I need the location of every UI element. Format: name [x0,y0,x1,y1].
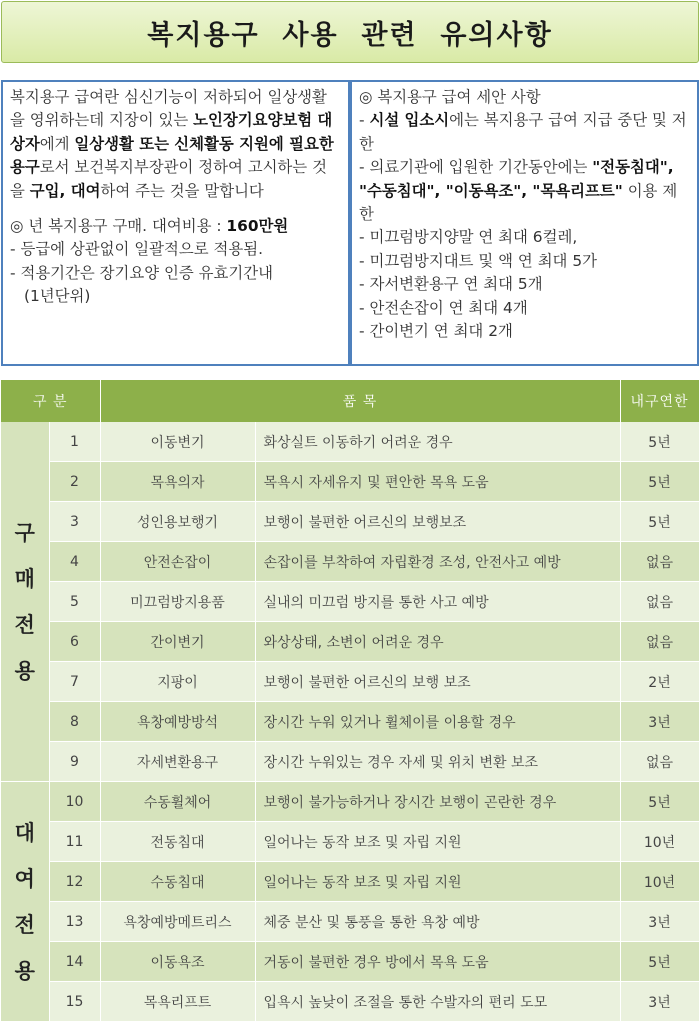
definition-part: 로서 보건복지부장관이 정하여 고시하는 것을 [10,158,327,200]
item-name: 목욕리프트 [100,982,255,1022]
item-number: 4 [49,542,100,582]
item-durability: 5년 [620,422,699,462]
definition-part: 하여 주는 것을 말합니다 [100,181,264,200]
item-number: 15 [49,982,100,1022]
item-name: 간이변기 [100,622,255,662]
cost-note-1: - 등급에 상관없이 일괄적으로 적용됨. [10,240,264,259]
group-label-char: 용 [14,958,35,983]
item-number: 3 [49,502,100,542]
table-row [1,502,699,542]
item-description: 보행이 불가능하거나 장시간 보행이 곤란한 경우 [255,782,620,822]
restriction-7: - 간이변기 연 최대 2개 [359,322,513,341]
item-description: 거동이 불편한 경우 방에서 목욕 도움 [255,942,620,982]
restriction-6: - 안전손잡이 연 최대 4개 [359,298,528,317]
restriction-bold: "전동침대", "수동침대", "이동욕조", "목욕리프트" [359,158,674,200]
restriction-part: - [359,111,370,130]
table-row [1,662,699,702]
item-number: 6 [49,622,100,662]
table-header-row [1,380,699,422]
item-number: 13 [49,902,100,942]
item-description: 일어나는 동작 보조 및 자립 지원 [255,822,620,862]
item-description: 장시간 누워 있거나 휠체이를 이용할 경우 [255,702,620,742]
group-label-char: 전 [14,912,35,937]
item-description: 실내의 미끄럼 방지를 통한 사고 예방 [255,582,620,622]
header-item: 품 목 [100,380,620,422]
page-title: 복지용구 사용 관련 유의사항 [147,19,553,51]
item-number: 1 [49,422,100,462]
table-row [1,542,699,582]
annual-cost-label: ◎ 년 복지용구 구매. 대여비용 : [10,217,227,236]
table-body [1,422,699,1022]
item-durability: 3년 [620,902,699,942]
restriction-1 [359,109,690,156]
item-number: 7 [49,662,100,702]
table-row [1,902,699,942]
item-description: 목욕시 자세유지 및 편안한 목욕 도움 [255,462,620,502]
group-purchase-only [1,422,49,782]
item-durability: 5년 [620,782,699,822]
item-number: 12 [49,862,100,902]
table-row [1,702,699,742]
restriction-4: - 미끄럼방지대트 및 액 연 최대 5가 [359,251,597,270]
annual-cost-line [10,215,341,238]
item-description: 일어나는 동작 보조 및 자립 지원 [255,862,620,902]
annual-cost-value: 160만원 [226,217,289,236]
item-durability: 5년 [620,462,699,502]
item-description: 와상상태, 소변이 어려운 경우 [255,622,620,662]
item-name: 수동휠체어 [100,782,255,822]
item-description: 손잡이를 부착하여 자립환경 조성, 안전사고 예방 [255,542,620,582]
item-durability: 없음 [620,622,699,662]
group-label-char: 전 [14,612,35,637]
item-durability: 3년 [620,982,699,1022]
table-row [1,462,699,502]
item-name: 지팡이 [100,662,255,702]
item-name: 미끄럼방지용품 [100,582,255,622]
item-description: 화상실트 이동하기 어려운 경우 [255,422,620,462]
definition-bold: 노인장기요양보험 대상자 [10,111,333,153]
item-name: 이동변기 [100,422,255,462]
table-row [1,622,699,662]
definition-part: 복지용구 급여란 심신기능이 저하되어 일상생활을 영위하는데 지장이 있는 [10,88,327,130]
group-label-char: 매 [14,566,35,591]
item-durability: 없음 [620,542,699,582]
item-durability: 없음 [620,582,699,622]
item-durability: 5년 [620,942,699,982]
item-durability: 5년 [620,502,699,542]
item-number: 8 [49,702,100,742]
table-row [1,982,699,1022]
item-durability: 없음 [620,742,699,782]
item-name: 자세변환용구 [100,742,255,782]
item-number: 9 [49,742,100,782]
table-row [1,862,699,902]
group-rental-only [1,782,49,1022]
item-name: 욕창예방방석 [100,702,255,742]
restrictions-box [350,80,699,366]
items-table [1,380,700,1022]
item-name: 욕창예방메트리스 [100,902,255,942]
item-name: 이동욕조 [100,942,255,982]
restriction-3: - 미끄럼방지양말 연 최대 6컬레, [359,228,578,247]
restriction-2 [359,156,690,226]
item-number: 10 [49,782,100,822]
item-name: 성인용보행기 [100,502,255,542]
cost-note-2: - 적용기간은 장기요양 인증 유효기간내 [10,263,274,282]
item-name: 전동침대 [100,822,255,862]
group-label-char: 구 [14,520,35,545]
item-name: 안전손잡이 [100,542,255,582]
table-row [1,742,699,782]
item-description: 체중 분산 및 통풍을 통한 욕창 예방 [255,902,620,942]
item-name: 목욕의자 [100,462,255,502]
definition-text [10,86,341,203]
group-label-char: 대 [14,820,35,845]
restriction-part: - 의료기관에 입원한 기간동안에는 [359,158,593,177]
restriction-5: - 자서변환용구 연 최대 5개 [359,275,543,294]
definition-bold: 구입, 대여 [29,181,101,200]
item-description: 입욕시 높낮이 조절을 통한 수발자의 편리 도모 [255,982,620,1022]
header-category: 구 분 [1,380,100,422]
item-durability: 3년 [620,702,699,742]
cost-note-2-cont: (1년단위) [24,287,91,306]
table-row [1,782,699,822]
restriction-part: 에는 복지용구 급여 지급 중단 및 저한 [359,111,687,153]
item-number: 14 [49,942,100,982]
table-row [1,582,699,622]
table-row [1,822,699,862]
item-number: 5 [49,582,100,622]
definition-bold: 일상생활 또는 신체활동 지원에 필요한 용구 [10,134,334,177]
item-number: 2 [49,462,100,502]
definition-part: 에게 [39,134,75,153]
table-row [1,942,699,982]
item-description: 보행이 불편한 어르신의 보행보조 [255,502,620,542]
item-description: 장시간 누워있는 경우 자세 및 위치 변환 보조 [255,742,620,782]
restriction-part: 이용 제한 [359,181,678,224]
group-label-char: 용 [14,658,35,683]
item-number: 11 [49,822,100,862]
restriction-bold: 시설 입소시 [369,111,450,130]
definition-box [1,80,350,366]
title-banner [1,1,699,63]
item-durability: 10년 [620,822,699,862]
table-row [1,422,699,462]
group-label-char: 여 [14,866,35,891]
header-durability: 내구연한 [620,380,699,422]
item-description: 보행이 불편한 어르신의 보행 보조 [255,662,620,702]
restrictions-heading: ◎ 복지용구 급여 세안 사항 [359,88,541,106]
item-durability: 10년 [620,862,699,902]
item-durability: 2년 [620,662,699,702]
item-name: 수동침대 [100,862,255,902]
